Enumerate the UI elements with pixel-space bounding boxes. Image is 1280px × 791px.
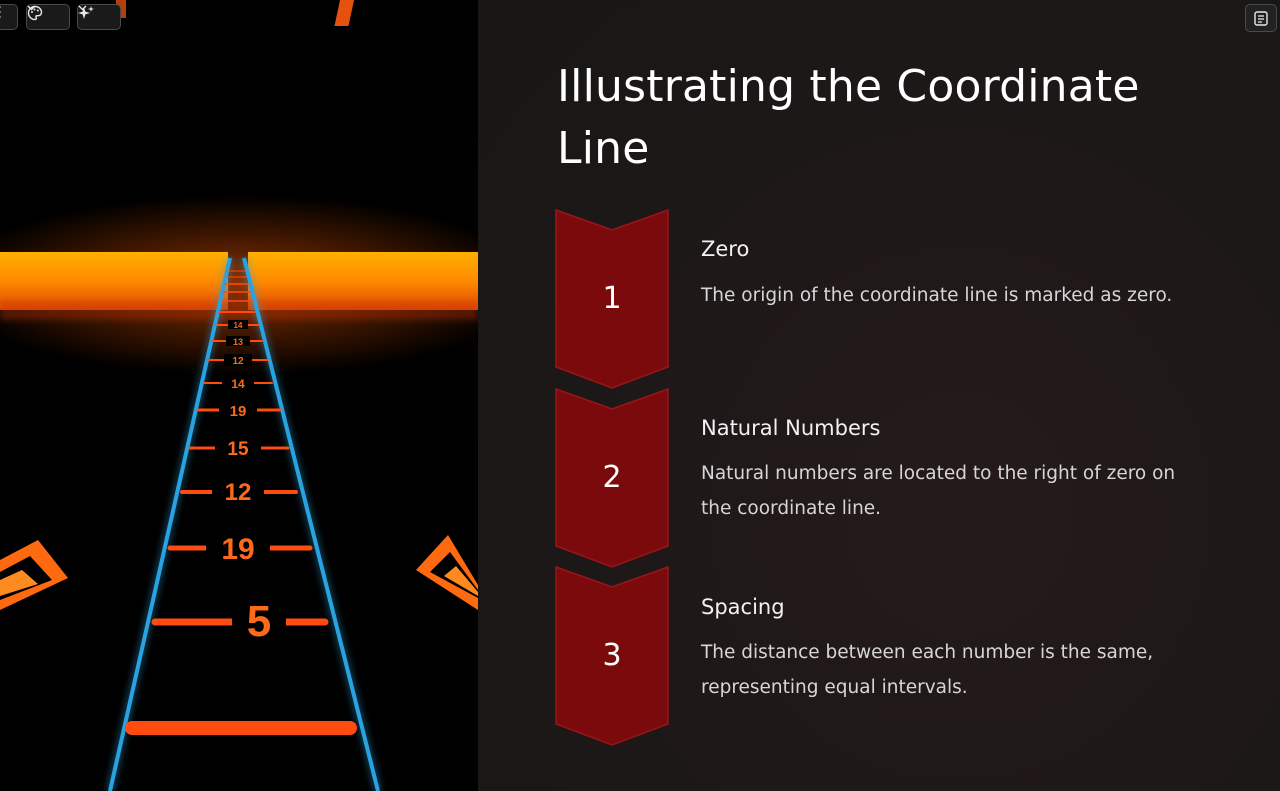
step-badge-2 xyxy=(555,388,669,568)
tick-label: 12 xyxy=(232,356,244,367)
slide-content xyxy=(478,0,1280,791)
notes-button[interactable] xyxy=(1245,4,1277,32)
ai-edit-button[interactable] xyxy=(77,4,121,30)
step-description: The distance between each number is the same, representing equal intervals. xyxy=(701,642,1154,698)
coordinate-line-illustration xyxy=(0,0,478,791)
neon-number-line-graphic xyxy=(0,0,478,791)
step-title: Natural Numbers xyxy=(701,416,881,440)
step-description: The origin of the coordinate line is marked as zero. xyxy=(701,285,1173,306)
tick-label: 14 xyxy=(231,377,245,391)
page-title: Illustrating the Coordinate Line xyxy=(557,61,1140,174)
step-description: Natural numbers are located to the right of zero on the coordinate line. xyxy=(701,463,1176,519)
more-vertical-icon xyxy=(0,5,1,19)
theme-style-button[interactable] xyxy=(26,4,70,30)
chevron-down-icon xyxy=(27,5,36,11)
tick-label: 14 xyxy=(233,321,243,330)
step-number: 2 xyxy=(602,460,622,495)
more-options-button[interactable] xyxy=(0,4,18,30)
tick-label: 13 xyxy=(232,337,244,347)
tick-label: 12 xyxy=(224,479,252,506)
chevron-down-icon xyxy=(78,5,87,11)
step-badge-1 xyxy=(555,209,669,389)
step-badge-3 xyxy=(555,566,669,746)
step-number: 1 xyxy=(602,281,622,316)
step-number: 3 xyxy=(602,638,622,673)
tick-label: 19 xyxy=(221,533,255,566)
tick-label: 5 xyxy=(246,597,272,646)
step-title: Spacing xyxy=(701,595,785,619)
tick-label: 15 xyxy=(227,439,249,460)
tick-label: 19 xyxy=(229,403,247,420)
step-title: Zero xyxy=(701,237,750,261)
notes-icon xyxy=(1254,11,1268,26)
